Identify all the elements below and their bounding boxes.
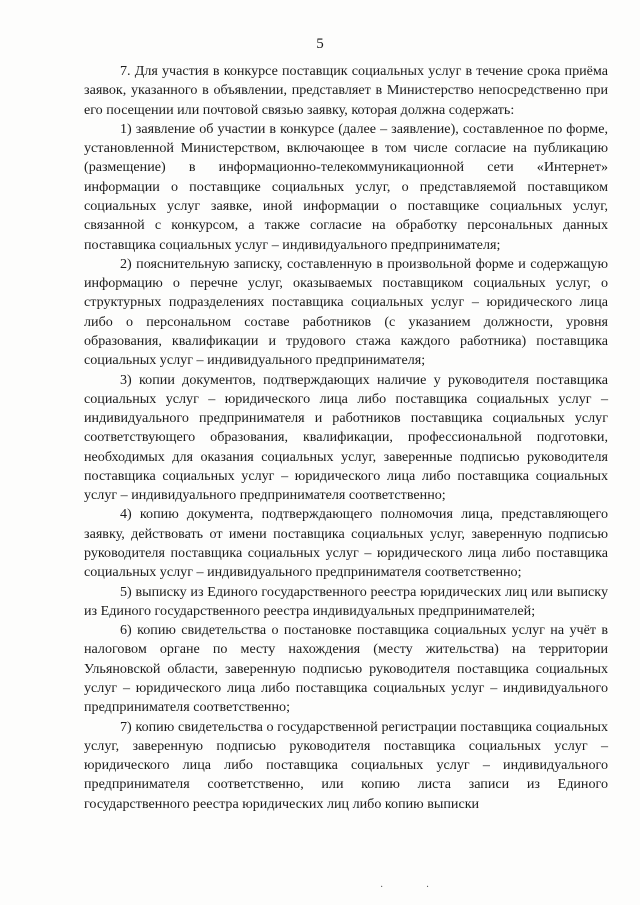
scan-artifact: · · (380, 882, 450, 893)
list-item-5-registry-extract: 5) выписку из Единого государственного реестра юридических лиц или выписку из Единого государственного реестра индивидуальных предпринимателей; (84, 583, 608, 619)
list-item-7-registration-certificate: 7) копию свидетельства о государственной регистрации поставщика социальных услуг, заверенную подписью руководителя поставщика социальных услуг – юридического лица либо поставщика социальных услуг – индивидуального предпринимателя соответственно, или копию листа записи из Единого государственного реестра юридических лиц либо копию выписки (84, 718, 608, 812)
list-item-4-authority-document: 4) копию документа, подтверждающего полномочия лица, представляющего заявку, действовать от имени поставщика социальных услуг, заверенную подписью руководителя поставщика социальных услуг – юридического лица либо поставщика социальных услуг – индивидуального предпринимателя соответственно; (84, 506, 608, 581)
list-item-3-document-copies: 3) копии документов, подтверждающих наличие у руководителя поставщика социальных услуг – юридического лица либо поставщика социальных услуг – индивидуального предпринимателя и работников поставщика социальных услуг соответствующего образования, квалификации, профессиональной подготовки, необходимых для оказания социальных услуг, заверенные подписью руководителя поставщика социальных услуг – юридического лица либо поставщика социальных услуг – индивидуального предпринимателя соответственно; (84, 371, 608, 504)
list-item-6-tax-certificate: 6) копию свидетельства о постановке поставщика социальных услуг на учёт в налоговом органе по месту нахождения (месту жительства) на территории Ульяновской области, заверенную подписью руководителя поставщика социальных услуг – юридического лица либо поставщика социальных услуг – индивидуального предпринимателя соответственно; (84, 622, 608, 716)
list-item-1-application: 1) заявление об участии в конкурсе (далее – заявление), составленное по форме, установленной Министерством, включающее в том числе согласие на публикацию (размещение) в информационно-телекоммуникационной сети «Интернет» информации о поставщике социальных услуг, о представляемой поставщиком социальных услуг заявке, иной информации о поставщике социальных услуг, связанной с конкурсом, а также согласие на обработку персональных данных поставщика социальных услуг – индивидуального предпринимателя; (84, 120, 608, 253)
document-body (84, 62, 608, 814)
paragraph-7-intro: 7. Для участия в конкурсе поставщик социальных услуг в течение срока приёма заявок, указанного в объявлении, представляет в Министерство непосредственно при его посещении или почтовой связью заявку, которая должна содержать: (84, 63, 608, 118)
list-item-2-explanatory-note: 2) пояснительную записку, составленную в произвольной форме и содержащую информацию о перечне услуг, оказываемых поставщиком социальных услуг, о структурных подразделениях поставщика социальных услуг – юридического лица либо о персональном составе работников (с указанием должности, уровня образования, квалификации и трудового стажа каждого работника) поставщика социальных услуг – индивидуального предпринимателя; (84, 255, 608, 369)
page-number: 5 (316, 36, 324, 52)
